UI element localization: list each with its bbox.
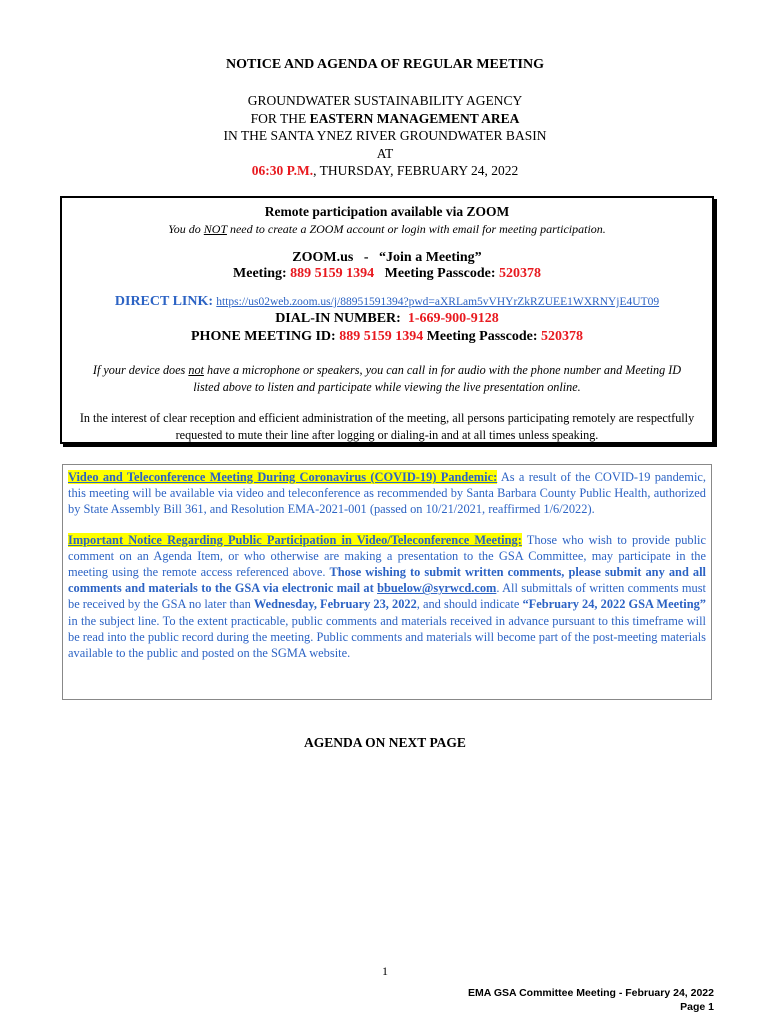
phone-passcode: 520378 [541,329,583,344]
dial-in-number: 1-669-900-9128 [407,311,499,326]
public-participation-notice [62,464,712,700]
basin-line: IN THE SANTA YNEZ RIVER GROUNDWATER BASIN [223,128,547,143]
covid-paragraph: Video and Teleconference Meeting During Coronavirus (COVID-19) Pandemic: As a result of the COVID-19 pandemic, this meeting will be available via video and teleconference as recommended by Santa Barbara County Public Health, authorized by State Assembly Bill 361, and Resolution EMA-2021-001 (passed on 10/21/2021, reaffirmed 1/6/2022). [68,470,706,517]
agency-name: GROUNDWATER SUSTAINABILITY AGENCY [247,93,523,108]
footer-meeting: EMA GSA Committee Meeting - February 24, 2022 [467,987,714,999]
management-area-line: FOR THE EASTERN MANAGEMENT AREA [250,110,520,126]
meeting-date: , THURSDAY, FEBRUARY 24, 2022 [313,163,519,178]
zoom-info-box [60,196,714,444]
meeting-time: 06:30 P.M. [251,163,314,178]
page-footer [468,986,714,1014]
comment-deadline: Wednesday, February 23, 2022 [253,597,417,612]
direct-link[interactable]: https://us02web.zoom.us/j/88951591394?pwd=aXRLam5vVHYrZkRZUEE1WXRNYjE4UT09 [216,296,660,308]
zoom-meeting-line: Meeting: 889 5159 1394 Meeting Passcode: 520378 [233,266,541,281]
zoom-join-line: ZOOM.us - “Join a Meeting” [292,250,482,265]
email-link[interactable]: bbuelow@syrwcd.com [377,581,497,596]
mute-request-note: In the interest of clear reception and efficient administration of the meeting, all persons participating remotely are respectfully requested to mute their line after logging or dialing-in and at all times unless speaking. [79,411,695,442]
meeting-passcode: 520378 [498,266,541,281]
dial-in-line: DIAL-IN NUMBER: 1-669-900-9128 [275,311,499,326]
at-line: AT [376,145,394,161]
direct-link-line: DIRECT LINK: https://us02web.zoom.us/j/88951591394?pwd=aXRLam5vVHYrZkRZUEE1WXRNYjE4UT09 [114,294,660,309]
zoom-heading: Remote participation available via ZOOM [264,204,510,219]
audio-only-note: If your device does not have a microphone or speakers, you can call in for audio with the phone number and Meeting ID listed above to listen and participate while viewing the live presentation online. [92,363,682,394]
zoom-account-note: You do NOT need to create a ZOOM account or login with email for meeting participation. [168,222,606,236]
meeting-id: 889 5159 1394 [290,266,375,281]
phone-meeting-line: PHONE MEETING ID: 889 5159 1394 Meeting Passcode: 520378 [191,329,583,344]
covid-heading: Video and Teleconference Meeting During Coronavirus (COVID-19) Pandemic: [68,470,498,484]
phone-meeting-id: 889 5159 1394 [339,329,424,344]
participation-heading: Important Notice Regarding Public Participation in Video/Teleconference Meeting: [68,532,522,547]
meeting-datetime [0,162,770,180]
management-area-name: EASTERN MANAGEMENT AREA [309,110,520,126]
document-title: NOTICE AND AGENDA OF REGULAR MEETING [225,57,545,72]
page-number: 1 [382,964,388,978]
participation-paragraph: Important Notice Regarding Public Participation in Video/Teleconference Meeting: Those who wish to provide public comment on an Agenda Item, or who otherwise are making a presentation to the GSA Committee, may participate in the meeting using the remote access referenced above. Those wishing to submit written comments, please submit any and all comments and materials to the GSA via electronic mail at bbuelow@syrwcd.com. All submittals of written comments must be received by the GSA no later than Wednesday, February 23, 2022, and should indicate “February 24, 2022 GSA Meeting” in the subject line. To the extent practicable, public comments and materials received in advance pursuant to this timeframe will be read into the public record during the meeting. Public comments and materials will become part of the post-meeting materials available to the public and posted on the SGMA website. [68,532,707,661]
email-subject: “February 24, 2022 GSA Meeting” [522,597,706,612]
meeting-header [0,92,770,180]
agenda-next-page: AGENDA ON NEXT PAGE [304,735,466,750]
footer-page: Page 1 [680,1001,714,1013]
